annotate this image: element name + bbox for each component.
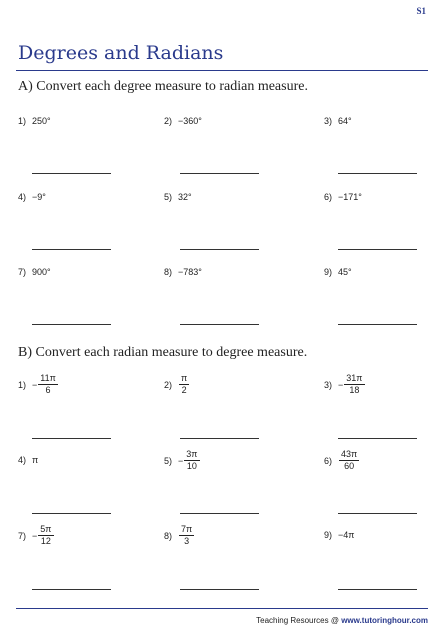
denominator: 12 <box>40 536 51 546</box>
section-a-problem-1 <box>18 116 51 126</box>
section-a-problem-8 <box>164 267 202 277</box>
radian-value <box>32 373 58 396</box>
fraction <box>179 524 194 547</box>
answer-line-a4[interactable] <box>32 249 111 250</box>
page-title: Degrees and Radians <box>18 42 224 64</box>
numerator: 11π <box>40 373 56 383</box>
denominator: 3 <box>184 536 190 546</box>
answer-line-a8[interactable] <box>180 324 259 325</box>
radian-value <box>32 524 53 547</box>
section-b-problem-1 <box>18 373 58 396</box>
degree-value: 45° <box>338 267 352 277</box>
fraction <box>179 373 189 396</box>
problem-number: 1) <box>18 116 27 126</box>
answer-line-a9[interactable] <box>338 324 417 325</box>
denominator: 2 <box>181 385 187 395</box>
title-divider <box>16 70 428 71</box>
answer-line-a1[interactable] <box>32 173 111 174</box>
section-a-heading: A) Convert each degree measure to radian measure. <box>18 79 308 94</box>
problem-number: 4) <box>18 192 27 202</box>
fraction <box>38 373 58 396</box>
numerator: 43π <box>341 449 358 459</box>
degree-value: 900° <box>32 267 51 277</box>
radian-value <box>338 373 365 396</box>
numerator: 5π <box>40 524 52 534</box>
section-b-problem-5 <box>164 449 200 472</box>
section-a-problem-6 <box>324 192 362 202</box>
problem-number: 2) <box>164 116 173 126</box>
numerator: π <box>181 373 188 383</box>
section-b-problem-4 <box>18 455 38 465</box>
section-a-problem-9 <box>324 267 352 277</box>
denominator: 6 <box>45 385 51 395</box>
footer-url-link[interactable]: www.tutoringhour.com <box>341 616 428 625</box>
radian-value <box>178 373 189 396</box>
radian-value: −4π <box>338 530 355 540</box>
degree-value: −9° <box>32 192 46 202</box>
sign: − <box>338 379 344 390</box>
answer-line-a7[interactable] <box>32 324 111 325</box>
answer-line-b1[interactable] <box>32 438 111 439</box>
degree-value: 32° <box>178 192 192 202</box>
answer-line-b3[interactable] <box>338 438 417 439</box>
sign: − <box>178 455 184 466</box>
problem-number: 6) <box>324 192 333 202</box>
denominator: 10 <box>186 461 197 471</box>
footer-prefix: Teaching Resources @ <box>256 616 342 625</box>
answer-line-b7[interactable] <box>32 589 111 590</box>
fraction <box>184 449 199 472</box>
answer-line-a5[interactable] <box>180 249 259 250</box>
problem-number: 4) <box>18 455 27 465</box>
section-b-problem-7 <box>18 524 54 547</box>
answer-line-b9[interactable] <box>338 589 417 590</box>
numerator: 7π <box>181 524 193 534</box>
section-a-problem-3 <box>324 116 352 126</box>
section-a-problem-7 <box>18 267 51 277</box>
problem-number: 2) <box>164 379 173 390</box>
degree-value: −360° <box>178 116 202 126</box>
answer-line-a6[interactable] <box>338 249 417 250</box>
problem-number: 9) <box>324 530 333 540</box>
section-a-problem-5 <box>164 192 192 202</box>
fraction <box>38 524 53 547</box>
section-b-problem-8 <box>164 524 194 547</box>
radian-value <box>338 449 359 472</box>
radian-value: π <box>32 455 39 465</box>
sign: − <box>32 379 38 390</box>
degree-value: 250° <box>32 116 51 126</box>
answer-line-a3[interactable] <box>338 173 417 174</box>
fraction <box>339 449 359 472</box>
radian-value <box>178 524 194 547</box>
radian-value <box>178 449 199 472</box>
section-b-problem-2 <box>164 373 189 396</box>
degree-value: −783° <box>178 267 202 277</box>
problem-number: 9) <box>324 267 333 277</box>
problem-number: 3) <box>324 116 333 126</box>
problem-number: 7) <box>18 530 27 541</box>
denominator: 60 <box>344 461 355 471</box>
footer <box>256 616 428 625</box>
answer-line-b2[interactable] <box>180 438 259 439</box>
problem-number: 8) <box>164 267 173 277</box>
answer-line-b4[interactable] <box>32 513 111 514</box>
answer-line-b5[interactable] <box>180 513 259 514</box>
section-b-problem-3 <box>324 373 365 396</box>
problem-number: 7) <box>18 267 27 277</box>
sign: − <box>32 530 38 541</box>
section-a-problem-4 <box>18 192 46 202</box>
problem-number: 1) <box>18 379 27 390</box>
section-b-heading: B) Convert each radian measure to degree measure. <box>18 345 308 360</box>
answer-line-b8[interactable] <box>180 589 259 590</box>
answer-line-b6[interactable] <box>338 513 417 514</box>
worksheet-code: S1 <box>416 6 426 16</box>
problem-number: 3) <box>324 379 333 390</box>
problem-number: 5) <box>164 455 173 466</box>
problem-number: 8) <box>164 530 173 541</box>
section-b-problem-6 <box>324 449 359 472</box>
degree-value: −171° <box>338 192 362 202</box>
section-b-problem-9 <box>324 530 355 540</box>
answer-line-a2[interactable] <box>180 173 259 174</box>
denominator: 18 <box>349 385 360 395</box>
degree-value: 64° <box>338 116 352 126</box>
problem-number: 6) <box>324 455 333 466</box>
fraction <box>344 373 364 396</box>
footer-divider <box>16 608 428 609</box>
section-a-problem-2 <box>164 116 202 126</box>
numerator: 31π <box>346 373 363 383</box>
problem-number: 5) <box>164 192 173 202</box>
numerator: 3π <box>186 449 198 459</box>
